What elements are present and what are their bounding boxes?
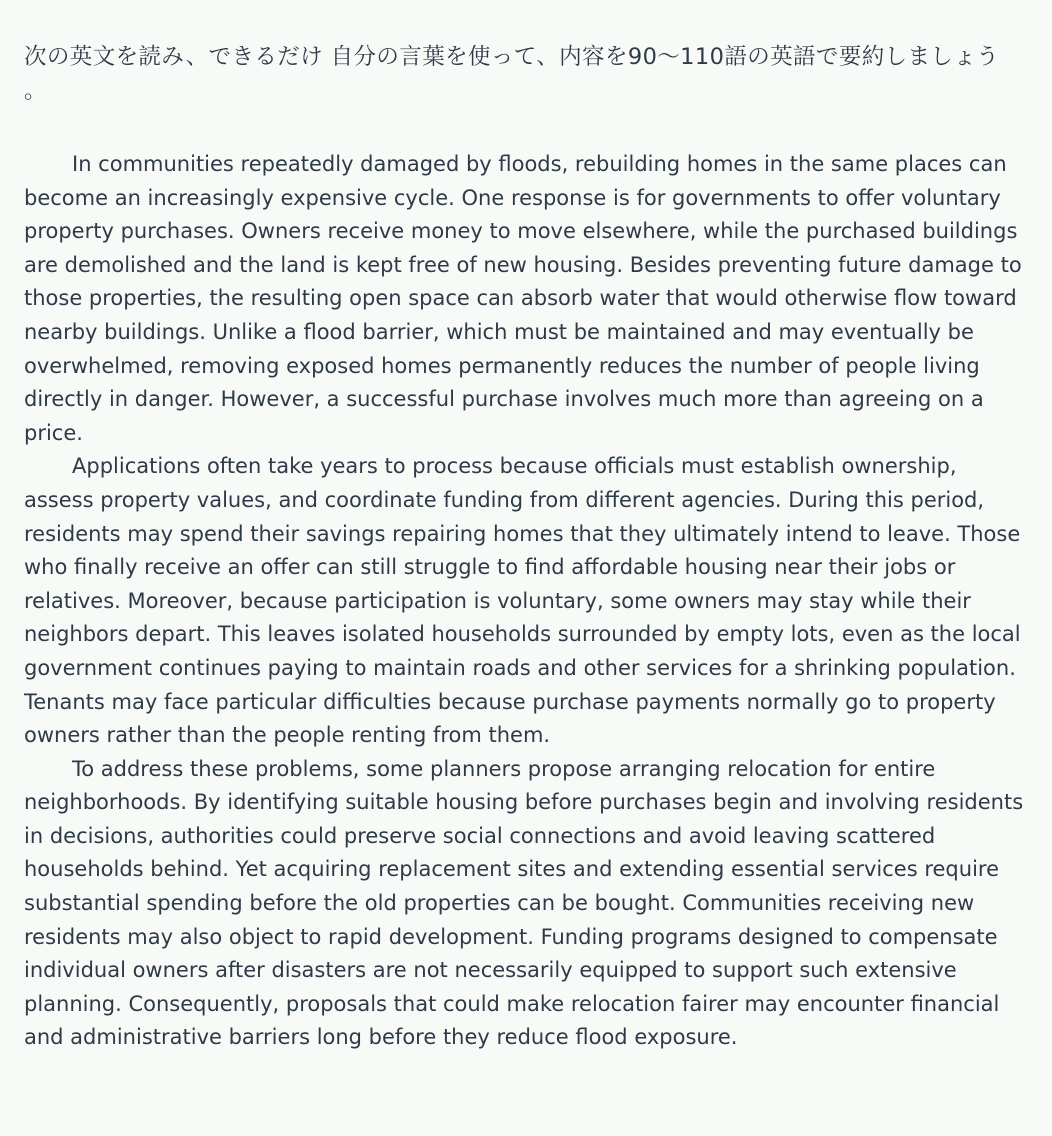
passage-paragraph-2: Applications often take years to process because officials must establish ownership, assess property values, and coordinate funding from different agencies. During this period, residents may spend their savings repairing homes that they ultimately intend to leave. Those who finally receive an offer can still struggle to find affordable housing near their jobs or relatives. Moreover, because participation is voluntary, some owners may stay while their neighbors depart. This leaves isolated households surrounded by empty lots, even as the local government continues paying to maintain roads and other services for a shrinking population. Tenants may face particular difficulties because purchase payments normally go to property owners rather than the people renting from them. (24, 454, 1021, 748)
instruction-text: 次の英文を読み、できるだけ 自分の言葉を使って、内容を90〜110語の英語で要約しましょう 。 (24, 44, 1000, 104)
passage-paragraph-3: To address these problems, some planners propose arranging relocation for entire neighborhoods. By identifying suitable housing before purchases begin and involving residents in decisions, authorities could preserve social connections and avoid leaving scattered households behind. Yet acquiring replacement sites and extending essential services require substantial spending before the old properties can be bought. Communities receiving new residents may also object to rapid development. Funding programs designed to compensate individual owners after disasters are not necessarily equipped to support such extensive planning. Consequently, proposals that could make relocation fairer may encounter financial and administrative barriers long before they reduce flood exposure. (24, 756, 1024, 1050)
reading-passage (24, 148, 1028, 1055)
passage-paragraph-1: In communities repeatedly damaged by floods, rebuilding homes in the same places can become an increasingly expensive cycle. One response is for governments to offer voluntary property purchases. Owners receive money to move elsewhere, while the purchased buildings are demolished and the land is kept free of new housing. Besides preventing future damage to those properties, the resulting open space can absorb water that would otherwise flow toward nearby buildings. Unlike a flood barrier, which must be maintained and may eventually be overwhelmed, removing exposed homes permanently reduces the number of people living directly in danger. However, a successful purchase involves much more than agreeing on a price. (24, 152, 1022, 445)
